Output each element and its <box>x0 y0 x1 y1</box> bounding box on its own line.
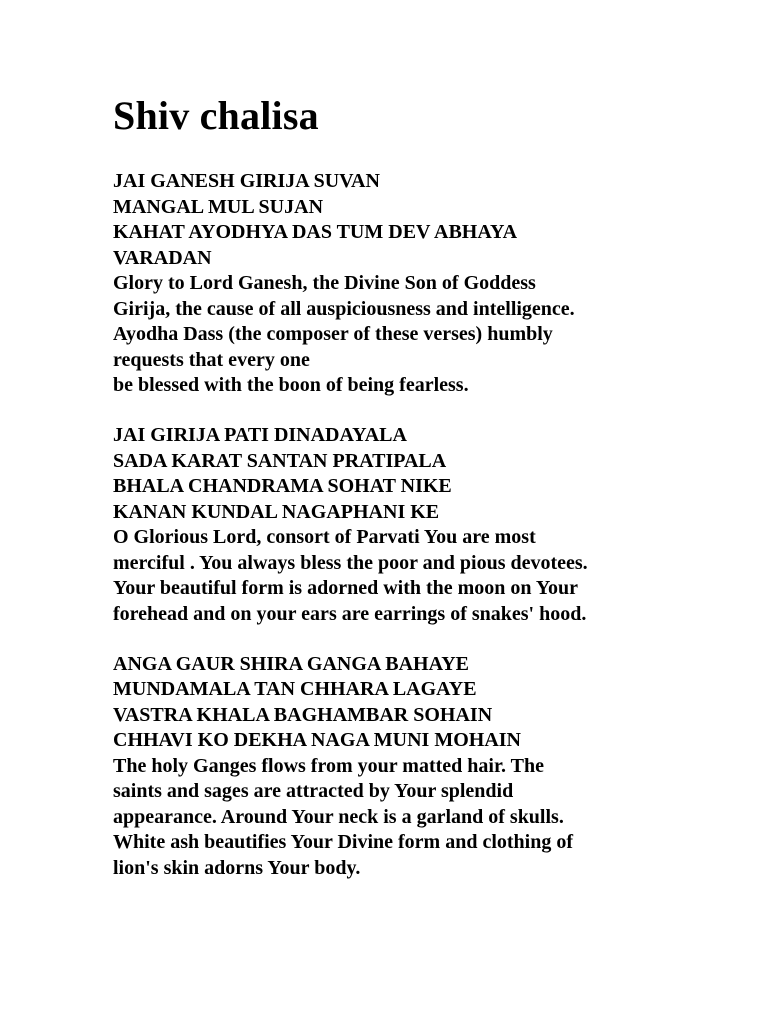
stanza-2-line-5: O Glorious Lord, consort of Parvati You are most <box>113 526 536 548</box>
stanza-1-line-4: VARADAN <box>113 246 212 269</box>
stanza-2-line-2: SADA KARAT SANTAN PRATIPALA <box>113 449 447 472</box>
stanza-1-line-8: requests that every one <box>113 348 310 371</box>
stanza-3-line-4: CHHAVI KO DEKHA NAGA MUNI MOHAIN <box>113 729 521 751</box>
stanza-1-line-3: KAHAT AYODHYA DAS TUM DEV ABHAYA <box>113 221 518 243</box>
stanza-3-line-6: saints and sages are attracted by Your splendid <box>113 780 514 802</box>
stanza-1 <box>113 169 753 399</box>
stanza-1-line-7: Ayodha Dass (the composer of these verses) humbly <box>113 323 553 345</box>
stanza-1-line-5: Glory to Lord Ganesh, the Divine Son of Goddess <box>113 272 536 294</box>
stanza-2-line-8: forehead and on your ears are earrings of snakes' hood. <box>113 602 587 625</box>
stanza-3-line-2: MUNDAMALA TAN CHHARA LAGAYE <box>113 678 477 700</box>
stanza-3-line-3: VASTRA KHALA BAGHAMBAR SOHAIN <box>113 703 493 726</box>
stanza-2-line-7: Your beautiful form is adorned with the moon on Your <box>113 577 579 599</box>
stanza-1-line-1: JAI GANESH GIRIJA SUVAN <box>113 170 380 192</box>
document-page <box>113 92 753 906</box>
stanza-2-line-4: KANAN KUNDAL NAGAPHANI KE <box>113 500 440 523</box>
stanza-2-line-3: BHALA CHANDRAMA SOHAT NIKE <box>113 475 452 497</box>
stanza-2 <box>113 423 753 627</box>
stanza-2-line-6: merciful . You always bless the poor and pious devotees. <box>113 551 588 574</box>
stanza-3-line-1: ANGA GAUR SHIRA GANGA BAHAYE <box>113 652 469 675</box>
stanza-3-line-7: appearance. Around Your neck is a garland of skulls. <box>113 805 564 828</box>
stanza-1-line-6: Girija, the cause of all auspiciousness and intelligence. <box>113 297 575 320</box>
document-title: Shiv chalisa <box>113 93 319 138</box>
stanza-1-line-2: MANGAL MUL SUJAN <box>113 195 324 218</box>
stanza-3 <box>113 652 753 882</box>
stanza-2-line-1: JAI GIRIJA PATI DINADAYALA <box>113 424 407 446</box>
stanza-1-line-9: be blessed with the boon of being fearless. <box>113 374 469 396</box>
stanza-3-line-5: The holy Ganges flows from your matted hair. The <box>113 754 544 777</box>
stanza-3-line-9: lion's skin adorns Your body. <box>113 856 361 879</box>
stanza-3-line-8: White ash beautifies Your Divine form and clothing of <box>113 831 574 853</box>
